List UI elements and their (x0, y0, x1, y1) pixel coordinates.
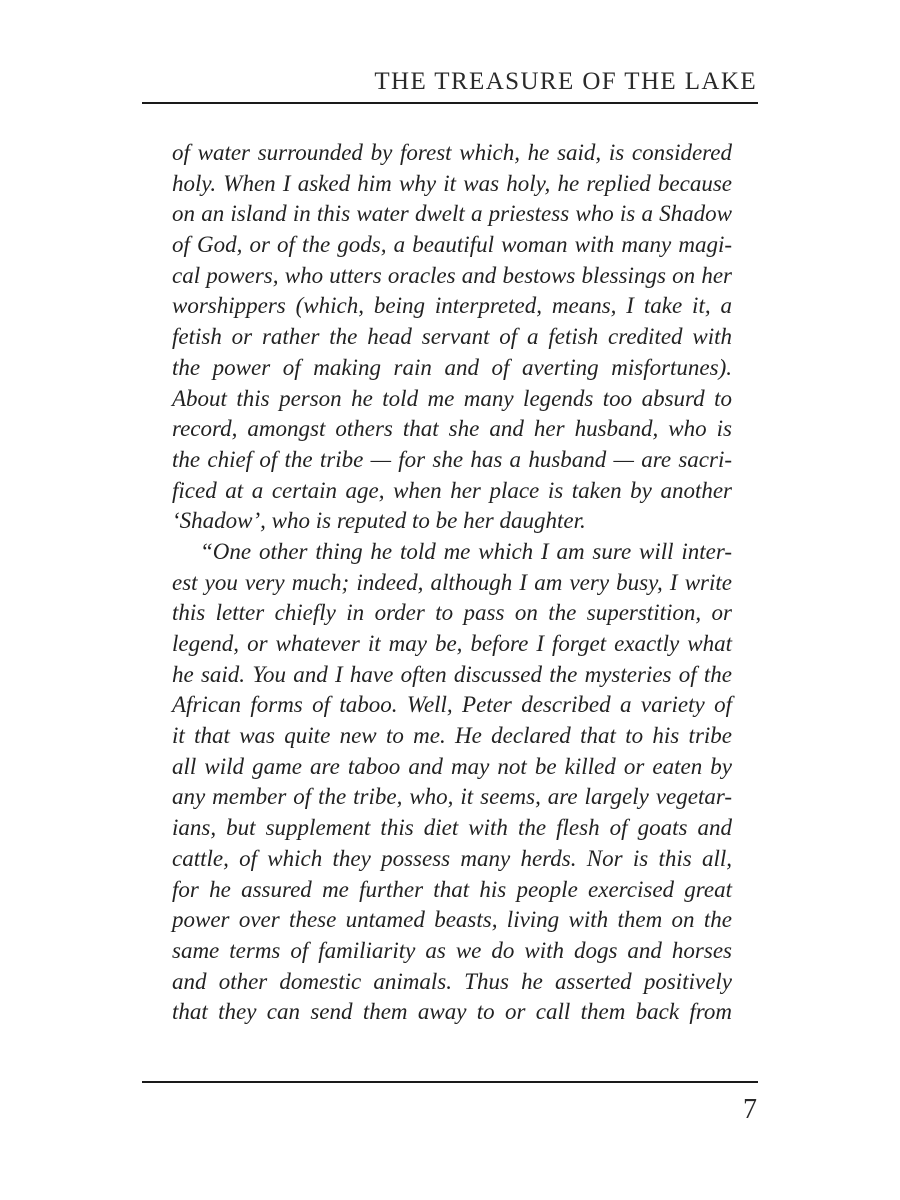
text-line: worshippers (which, being interpreted, means, I take it, a (172, 293, 732, 319)
header-rule (142, 102, 758, 104)
paragraph-start-line: “One other thing he told me which I am sure will inter- (200, 538, 732, 564)
text-line: he said. You and I have often discussed the mysteries of the (172, 661, 732, 687)
text-line: est you very much; indeed, although I am very busy, I write (172, 569, 732, 595)
text-line: holy. When I asked him why it was holy, he replied because (172, 170, 732, 196)
text-line: that they can send them away to or call them back from (172, 999, 732, 1025)
body-text (172, 138, 732, 1028)
text-line: all wild game are taboo and may not be killed or eaten by (172, 753, 732, 779)
text-line: any member of the tribe, who, it seems, are largely vegetar- (172, 784, 732, 810)
text-line: record, amongst others that she and her husband, who is (172, 416, 732, 442)
footer-rule (142, 1081, 758, 1083)
text-line: for he assured me further that his people exercised great (172, 876, 732, 902)
text-line: power over these untamed beasts, living with them on the (172, 907, 732, 933)
text-line: the power of making rain and of averting misfortunes). (172, 354, 732, 380)
text-line: ians, but supplement this diet with the flesh of goats and (172, 815, 732, 841)
text-line: African forms of taboo. Well, Peter described a variety of (172, 692, 732, 718)
text-line: this letter chiefly in order to pass on the superstition, or (172, 600, 732, 626)
text-line: cattle, of which they possess many herds. Nor is this all, (172, 845, 732, 871)
text-line: fetish or rather the head servant of a fetish credited with (172, 324, 732, 350)
text-line: the chief of the tribe — for she has a husband — are sacri- (172, 446, 732, 472)
text-line: About this person he told me many legends too absurd to (172, 385, 732, 411)
text-line: of God, or of the gods, a beautiful woman with many magi- (172, 232, 732, 258)
paragraph-end-line: ‘Shadow’, who is reputed to be her daughter. (172, 508, 586, 534)
running-head: THE TREASURE OF THE LAKE (374, 68, 757, 95)
text-line: legend, or whatever it may be, before I forget exactly what (172, 631, 732, 656)
text-line: of water surrounded by forest which, he said, is considered (172, 140, 732, 165)
text-line: same terms of familiarity as we do with dogs and horses (172, 937, 732, 963)
text-line: it that was quite new to me. He declared that to his tribe (172, 723, 732, 749)
page-number: 7 (743, 1094, 757, 1125)
text-line: on an island in this water dwelt a priestess who is a Shadow (172, 201, 732, 227)
text-line: ficed at a certain age, when her place is taken by another (172, 477, 732, 503)
text-line: cal powers, who utters oracles and bestows blessings on her (172, 262, 732, 288)
text-line: and other domestic animals. Thus he asserted positively (172, 968, 732, 994)
